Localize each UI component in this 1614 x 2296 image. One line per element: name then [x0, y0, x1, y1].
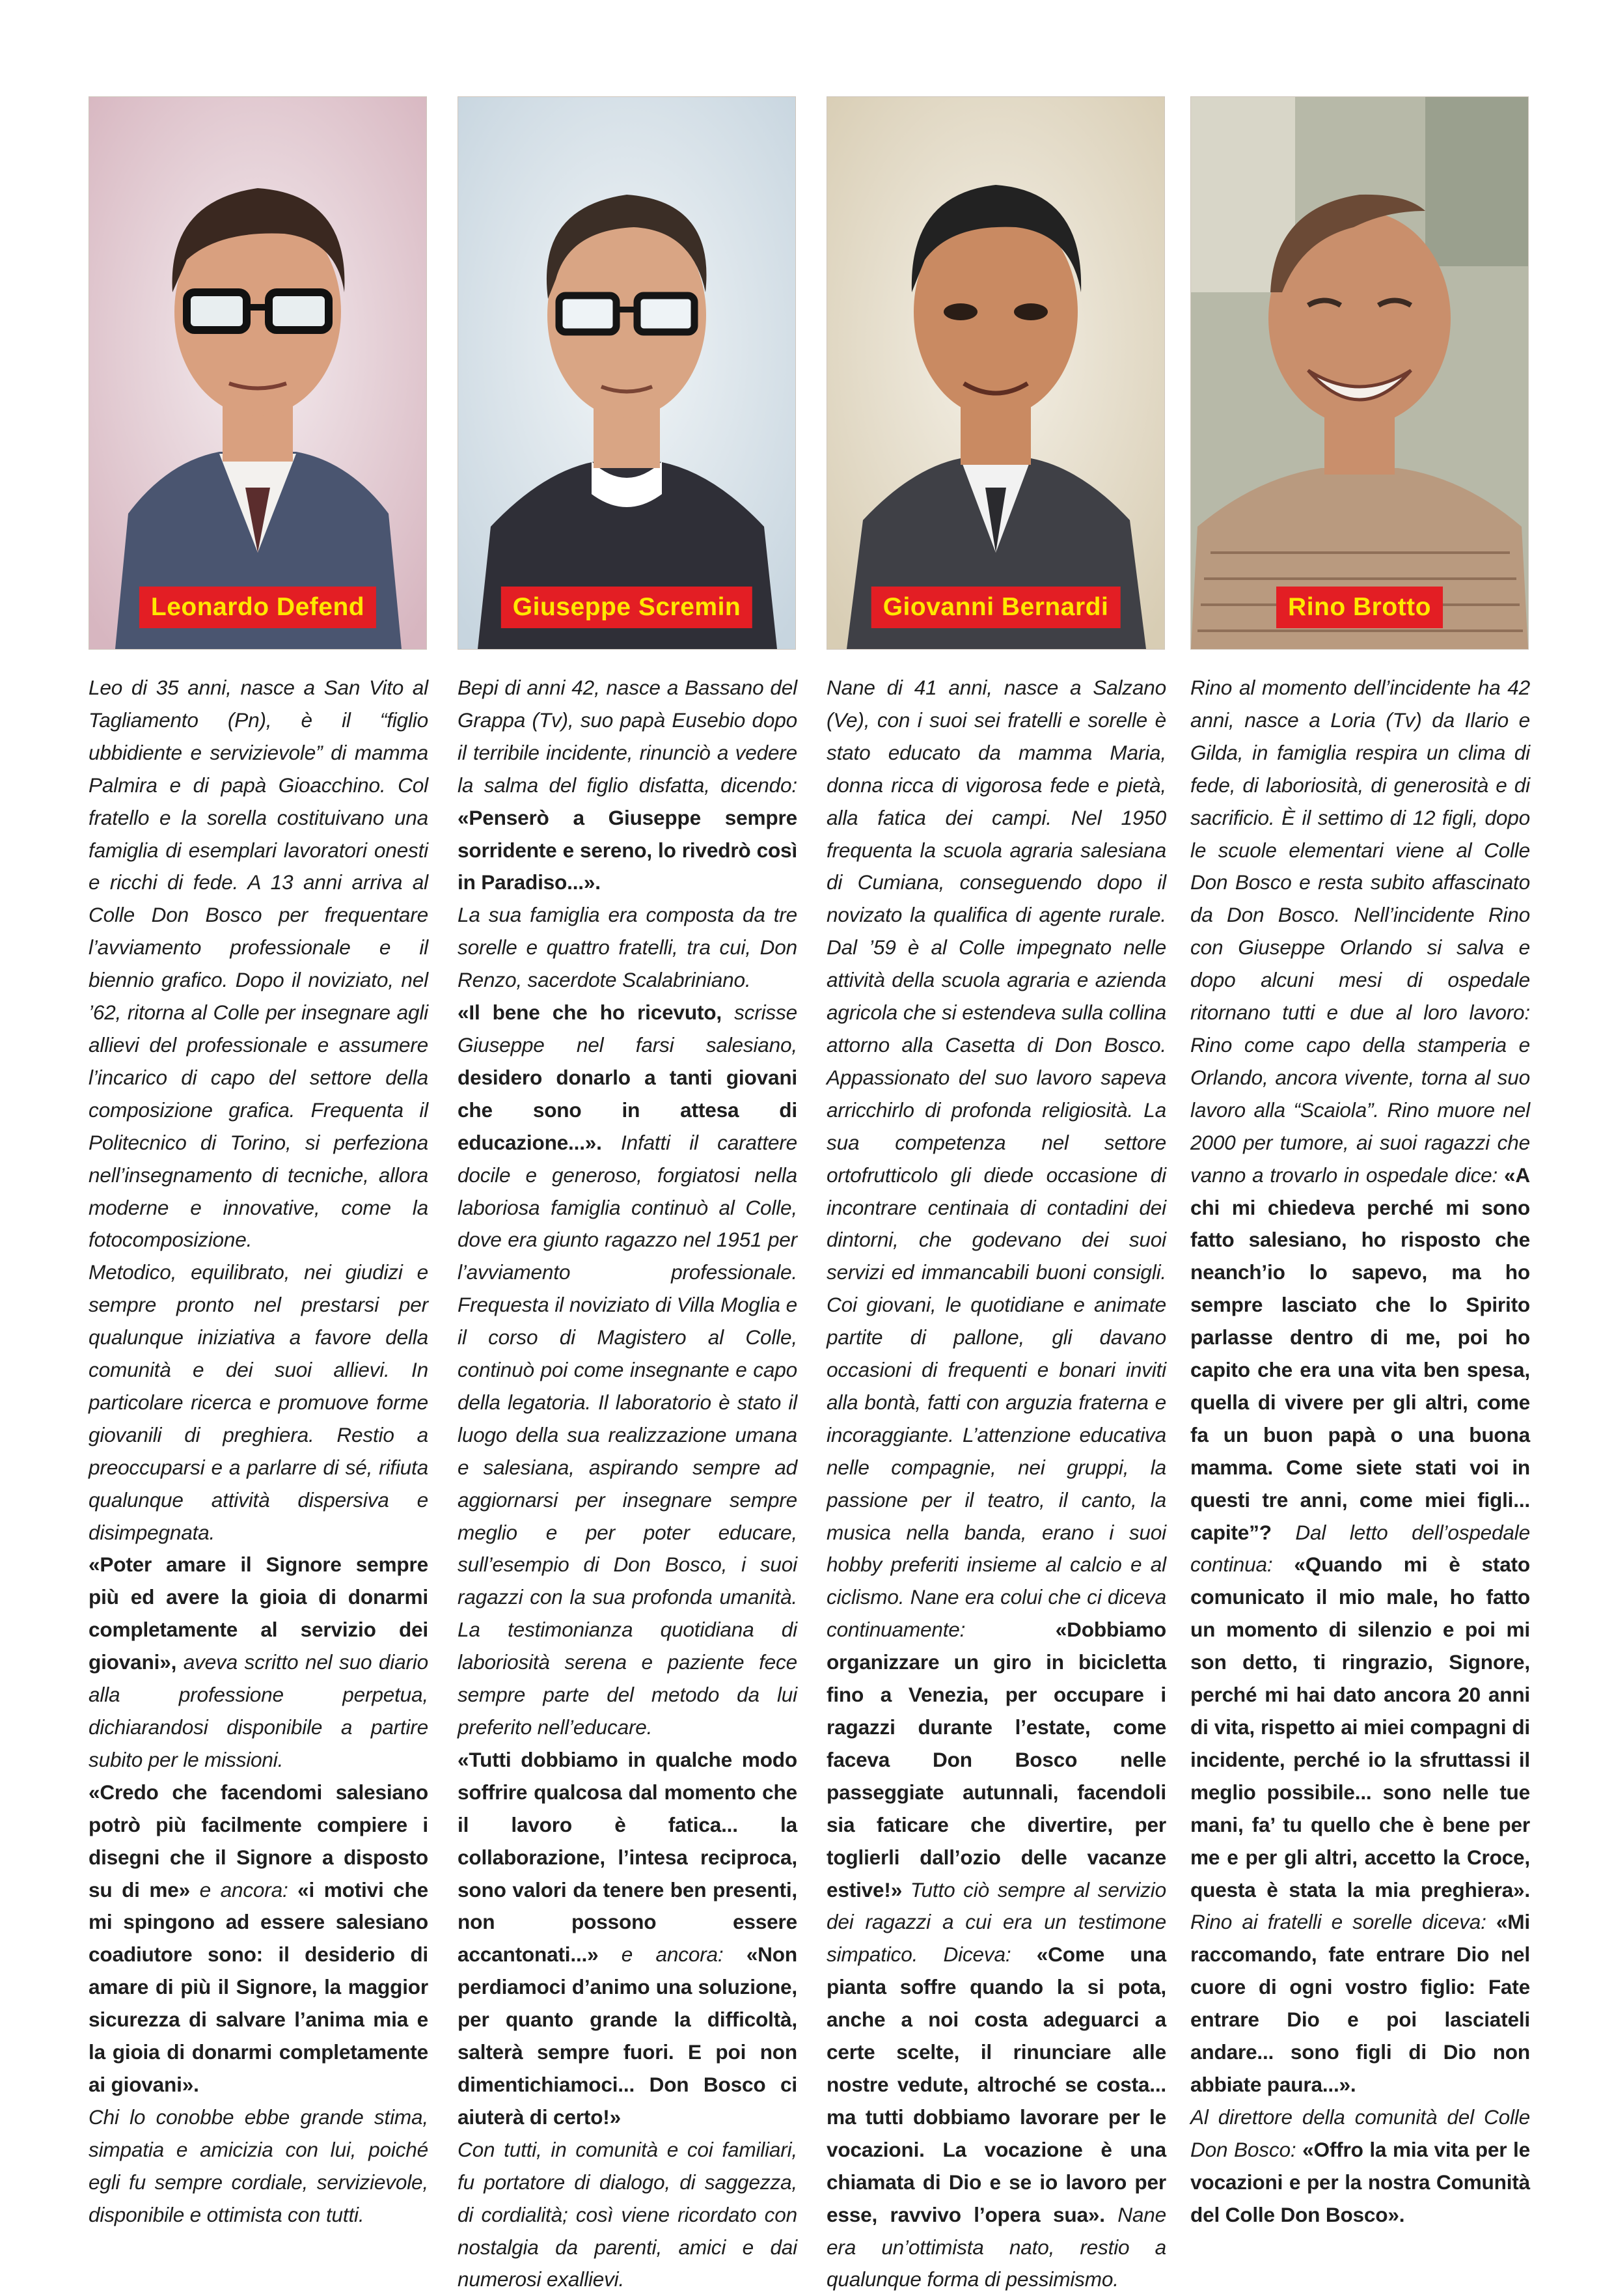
quote-run: «Mi raccomando, fate entrare Dio nel cuore di ogni vostro figlio: Fate entrare Dio e poi lasciateli andare... sono figli di Dio non abbiate paura...». [1190, 1910, 1530, 2096]
bio-paragraph [458, 1744, 797, 2134]
portrait-image [458, 97, 795, 649]
narrative-run: La sua famiglia era composta da tre sorelle e quattro fratelli, tra cui, Don Renzo, sacerdote Scalabriniano. [458, 903, 797, 992]
narrative-run: Nane di 41 anni, nasce a Salzano (Ve), con i suoi sei fratelli e sorelle è stato educato da mamma Maria, donna ricca di vigorosa fede e pietà, alla fatica dei campi. Nel 1950 frequenta la scuola agraria salesiana di Cumiana, conseguendo dopo il novizato la qualifica di agente rurale. Dal ’59 è al Colle impegnato nelle attività della scuola agraria e azienda agricola che si estendeva sulla collina attorno alla Casetta di Don Bosco. Appassionato del suo lavoro sapeva arricchirlo di profonda religiosità. La sua competenza nel settore ortofrutticolo gli diede occasione di incontrare centinaia di contadini dei dintorni, che godevano dei suoi servizi ed immancabili buoni consigli. Coi giovani, le quotidiane e animate partite di pallone, gli davano occasioni di frequenti e bonari inviti alla bontà, fatti con arguzia fraterna e incoraggiante. L’attenzione educativa nelle compagnie, nei gruppi, la passione per il teatro, il canto, la musica nella banda, erano i suoi hobby preferiti insieme al calcio e al ciclismo. Nane era colui che ci diceva continuamente: [827, 676, 1166, 1642]
bio-paragraph [458, 672, 797, 899]
narrative-run: Infatti il carattere docile e generoso, forgiatosi nella laboriosa famiglia continuò al Colle, dove era giunto ragazzo nel 1951 per l’avviamento professionale. Frequesta il noviziato di Villa Moglia e il corso di Magistero al Colle, continuò poi come insegnante e capo della legatoria. Il laboratorio è stato il luogo della sua realizzazione umana e salesiana, aspirando sempre ad aggiornarsi per insegnare sempre meglio e per poter educare, sull’esempio di Don Bosco, i suoi ragazzi con la sua profonda umanità. La testimonianza quotidiana di laboriosità serena e paziente fece sempre parte del metodo da lui preferito nell’educare. [458, 1130, 797, 1739]
narrative-run: aveva scritto nel suo diario alla professione perpetua, dichiarandosi disponibile a partire subito per le missioni. [89, 1650, 428, 1771]
portrait-image [827, 97, 1164, 649]
person-name-label: Giuseppe Scremin [501, 587, 752, 628]
portrait-image [89, 97, 426, 649]
narrative-run: Nane era un’ottimista nato, restio a qualunque forma di pessimismo. [827, 2202, 1167, 2291]
narrative-run: Chi lo conobbe ebbe grande stima, simpatia e amicizia con lui, poiché egli fu sempre cordiale, servizievole, disponibile e ottimista con tutti. [89, 2105, 428, 2226]
quote-run: desidero donarlo a tanti giovani che sono in attesa di educazione...». [458, 1065, 797, 1154]
bio-paragraph [458, 997, 797, 1744]
quote-run: «A chi mi chiedeva perché mi sono fatto salesiano, ho risposto che neanch’io lo sapevo, ma ho sempre lasciato che lo Spirito parlasse dentro di me, poi ho capito che era una vita ben spesa, quella di vivere per gli altri, come fa un buon papà o una buona mamma. Come siete stati voi in questi tre anni, come miei figli... capite”? [1190, 1163, 1530, 1544]
narrative-run: scrisse Giuseppe nel farsi salesiano, [458, 1001, 797, 1057]
quote-run: «Quando mi è stato comunicato il mio male, ho fatto un momento di silenzio e poi mi son detto, ti ringrazio, Signore, perché mi hai dato ancora 20 anni di vita, rispetto ai miei compagni di incidente, perché io la sfruttassi il meglio possibile... sono nelle tue mani, fa’ tu quello che è bene per me e per gli altri, accetto la Croce, questa è stata la mia preghiera». [1190, 1553, 1530, 1902]
portrait-rino-brotto [1190, 96, 1529, 650]
narrative-run: Rino ai fratelli e sorelle diceva: [1190, 1910, 1496, 1934]
bio-paragraph [89, 1256, 428, 1549]
narrative-run: Tutto ciò sempre al servizio dei ragazzi a cui era un testimone simpatico. Diceva: [827, 1877, 1166, 1967]
bio-paragraph [89, 1549, 428, 1776]
quote-run: «Non perdiamoci d’animo una soluzione, per quanto grande la difficoltà, salterà sempre fuori. E poi non dimentichiamoci... Don Bosco ci aiuterà di certo!» [458, 1943, 797, 2129]
narrative-run: Leo di 35 anni, nasce a San Vito al Tagliamento (Pn), è il “figlio ubbidiente e servizievole” di mamma Palmira e di papà Gioacchino. Col fratello e la sorella costituivano una famiglia di esemplari lavoratori onesti e ricchi di fede. A 13 anni arriva al Colle Don Bosco per frequentare l’avviamento professionale e il biennio grafico. Dopo il noviziato, nel ’62, ritorna al Colle per insegnare agli allievi del professionale e assumere l’incarico di capo del settore della composizione grafica. Frequenta il Politecnico di Torino, si perfeziona nell’insegnamento di tecniche, allora moderne e innovative, come la fotocomposizione. [89, 676, 428, 1252]
quote-run: «i motivi che mi spingono ad essere salesiano coadiutore sono: il desiderio di amare di più il Signore, la maggior sicurezza di salvare l’anima mia e la gioia di donarmi completamente ai giovani». [89, 1877, 429, 2096]
quote-run: «Come una pianta soffre quando la si pota, anche a noi costa adeguarci a certe scelte, il rinunciare alle nostre vedute, altroché se costa... ma tutti dobbiamo lavorare per le vocazioni. La vocazione è una chiamata di Dio e se io lavoro per esse, ravvivo l’opera sua». [827, 1943, 1166, 2226]
biography-leonardo-defend [89, 672, 428, 2232]
person-name-label: Leonardo Defend [139, 587, 376, 628]
bio-paragraph [1190, 2101, 1530, 2232]
bio-paragraph [458, 899, 797, 997]
bio-paragraph [1190, 672, 1530, 2101]
quote-run: «Poter amare il Signore sempre più ed avere la gioia di donarmi completamente al servizio dei giovani», [89, 1553, 428, 1674]
bio-paragraph [827, 672, 1166, 2296]
bio-paragraph [89, 1777, 428, 2101]
narrative-run: Bepi di anni 42, nasce a Bassano del Grappa (Tv), suo papà Eusebio dopo il terribile incidente, rinunciò a vedere la salma del figlio disfatta, dicendo: [458, 676, 797, 797]
narrative-run: Al direttore della comunità del Colle Don Bosco: [1190, 2105, 1530, 2161]
portrait-image [1191, 97, 1528, 649]
person-name-label: Giovanni Bernardi [871, 587, 1121, 628]
narrative-run: e ancora: [598, 1943, 746, 1967]
bio-paragraph [89, 2101, 428, 2232]
narrative-run: Metodico, equilibrato, nei giudizi e sempre pronto nel prestarsi per qualunque iniziativa a favore della comunità e dei suoi allievi. In particolare ricerca e promuove forme giovanili di preghiera. Restio a preoccuparsi e a parlarre di sé, rifiuta qualunque attività dispersiva e disimpegnata. [89, 1260, 428, 1544]
quote-run: «Il bene che ho ricevuto, [458, 1001, 722, 1025]
quote-run: «Penserò a Giuseppe sempre sorridente e sereno, lo rivedrò così in Paradiso...». [458, 805, 797, 894]
bio-paragraph [89, 672, 428, 1256]
portrait-giuseppe-scremin [458, 96, 796, 650]
portrait-giovanni-bernardi [827, 96, 1165, 650]
biography-giuseppe-scremin [458, 672, 797, 2296]
biography-giovanni-bernardi [827, 672, 1166, 2296]
portrait-leonardo-defend [89, 96, 427, 650]
narrative-run: Con tutti, in comunità e coi familiari, fu portatore di dialogo, di saggezza, di cordialità; così viene ricordato con nostalgia da parenti, amici e dai numerosi exallievi. [458, 2137, 797, 2291]
quote-run: «Tutti dobbiamo in qualche modo soffrire qualcosa dal momento che il lavoro è fatica... la collaborazione, l’intesa reciproca, sono valori da tenere ben presenti, non possono essere accantonati...» [458, 1747, 797, 1967]
biography-rino-brotto [1190, 672, 1530, 2232]
quote-run: «Dobbiamo organizzare un giro in bicicletta fino a Venezia, per occupare i ragazzi durante l’estate, come faceva Don Bosco nelle passeggiate autunnali, facendoli sia faticare che divertire, per toglierli dall’ozio delle vacanze estive!» [827, 1618, 1166, 1902]
quote-run: «Credo che facendomi salesiano potrò più facilmente compiere i disegni che il Signore a disposto su di me» [89, 1780, 428, 1902]
narrative-run: Dal letto dell’ospedale continua: [1190, 1520, 1530, 1577]
person-name-label: Rino Brotto [1276, 587, 1443, 628]
narrative-run: e ancora: [190, 1877, 298, 1902]
bio-paragraph [458, 2134, 797, 2296]
narrative-run: Rino al momento dell’incidente ha 42 anni, nasce a Loria (Tv) da Ilario e Gilda, in famiglia respira un clima di fede, di laboriosità, di generosità e di sacrificio. È il settimo di 12 figli, dopo le scuole elementari viene al Colle Don Bosco e resta subito affascinato da Don Bosco. Nell’incidente Rino con Giuseppe Orlando si salva e dopo alcuni mesi di ospedale ritornano tutti e due al loro lavoro: Rino come capo della stamperia e Orlando, ancora vivente, torna al suo lavoro alla “Scaiola”. Rino muore nel 2000 per tumore, ai suoi ragazzi che vanno a trovarlo in ospedale dice: [1190, 676, 1530, 1187]
quote-run: «Offro la mia vita per le vocazioni e per la nostra Comunità del Colle Don Bosco». [1190, 2137, 1530, 2226]
